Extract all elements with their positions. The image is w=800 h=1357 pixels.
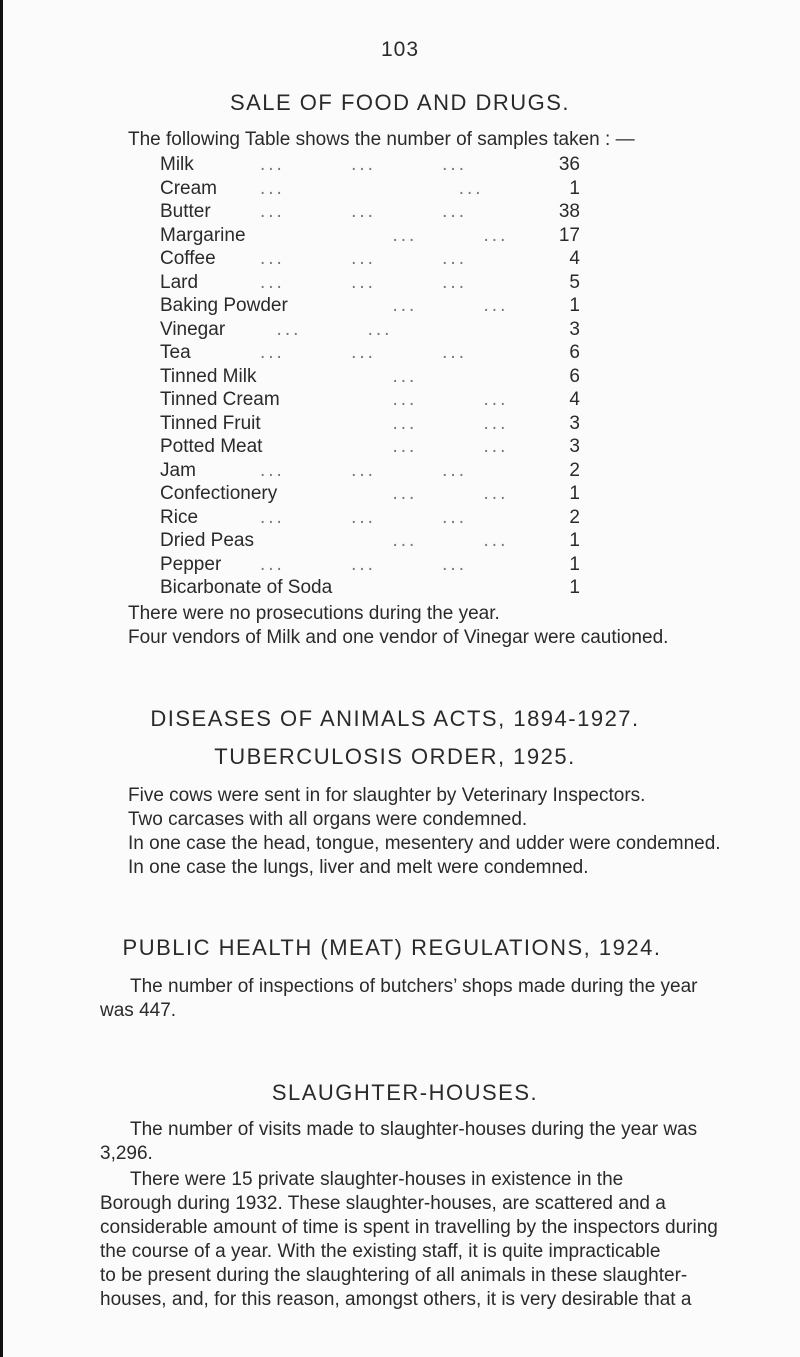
sample-item: Tea	[160, 342, 191, 363]
sample-item: Bicarbonate of Soda	[160, 577, 333, 598]
leader-dots: ... ...	[260, 530, 509, 551]
table-row	[160, 178, 580, 202]
leader-dots: ... ...	[260, 318, 393, 340]
slaughter-paragraph-line: considerable amount of time is spent in travelling by the inspectors during	[100, 1217, 718, 1238]
slaughter-paragraph-line: the course of a year. With the existing staff, it is quite impracticable	[100, 1241, 661, 1262]
slaughter-visits-line-1: The number of visits made to slaughter-houses during the year was	[130, 1119, 698, 1140]
sample-count: 5	[569, 271, 580, 293]
table-row	[160, 577, 580, 601]
leader-dots: ... ... ...	[260, 553, 467, 575]
sample-item: Rice	[160, 506, 199, 528]
leader-dots: ... ...	[260, 177, 484, 199]
sample-item: Margarine	[160, 224, 246, 246]
slaughter-paragraph-line: houses, and, for this reason, amongst others, it is very desirable that a	[100, 1289, 692, 1310]
leader-dots: ... ... ...	[260, 506, 467, 528]
leader-dots: ... ... ...	[260, 342, 467, 363]
sample-item: Coffee	[160, 248, 216, 269]
meat-line-1: The number of inspections of butchers’ shops made during the year	[130, 976, 698, 997]
page-number: 103	[380, 38, 420, 61]
tuberculosis-subheading: TUBERCULOSIS ORDER, 1925.	[214, 744, 576, 769]
leader-dots: ... ... ...	[260, 154, 467, 175]
sale-of-food-heading: SALE OF FOOD AND DRUGS.	[229, 90, 571, 115]
sample-count: 1	[569, 483, 580, 504]
sample-count: 4	[569, 389, 580, 410]
meat-line-2: was 447.	[100, 1000, 177, 1021]
sample-count: 1	[569, 530, 580, 551]
leader-dots: ... ... ...	[260, 201, 467, 222]
diseases-line: Two carcases with all organs were condemned.	[128, 809, 528, 830]
slaughter-paragraph-line: to be present during the slaughtering of all animals in these slaughter-	[100, 1265, 688, 1286]
sample-count: 17	[558, 224, 580, 246]
sample-count: 38	[558, 201, 580, 222]
sample-count: 2	[569, 459, 580, 481]
table-row	[160, 342, 580, 366]
table-row	[160, 436, 580, 460]
sample-item: Tinned Cream	[160, 389, 280, 410]
sample-item: Butter	[160, 201, 211, 222]
table-row	[160, 248, 580, 272]
table-row	[160, 460, 580, 484]
slaughter-houses-heading: SLAUGHTER-HOUSES.	[271, 1080, 539, 1105]
table-row	[160, 295, 580, 319]
sample-item: Confectionery	[160, 483, 278, 504]
sample-count: 1	[569, 577, 580, 598]
diseases-line: In one case the lungs, liver and melt were condemned.	[128, 857, 589, 878]
sample-item: Jam	[160, 459, 196, 481]
diseases-heading: DISEASES OF ANIMALS ACTS, 1894-1927.	[150, 706, 640, 731]
leader-dots: ... ...	[260, 483, 509, 504]
sample-count: 6	[569, 342, 580, 363]
sample-count: 6	[569, 365, 580, 387]
table-row	[160, 366, 580, 390]
sample-item: Lard	[160, 271, 199, 293]
sample-item: Vinegar	[160, 318, 226, 340]
sample-item: Potted Meat	[160, 436, 263, 457]
sample-item: Dried Peas	[160, 530, 254, 551]
sample-count: 36	[558, 154, 580, 175]
sample-count: 2	[569, 506, 580, 528]
sample-item: Pepper	[160, 553, 222, 575]
leader-dots: ... ...	[260, 295, 509, 316]
sample-count: 3	[569, 436, 580, 457]
sample-count: 3	[569, 318, 580, 340]
meat-regulations-heading: PUBLIC HEALTH (MEAT) REGULATIONS, 1924.	[122, 935, 662, 960]
sample-count: 3	[569, 412, 580, 434]
sample-item: Tinned Milk	[160, 365, 257, 387]
leader-dots: ... ...	[260, 412, 509, 434]
table-row	[160, 530, 580, 554]
samples-intro: The following Table shows the number of samples taken : —	[128, 129, 635, 150]
cautions-note: Four vendors of Milk and one vendor of Vinegar were cautioned.	[128, 627, 669, 648]
diseases-line: In one case the head, tongue, mesentery and udder were condemned.	[128, 833, 721, 854]
table-row	[160, 154, 580, 178]
table-row	[160, 554, 580, 578]
table-row	[160, 225, 580, 249]
table-row	[160, 413, 580, 437]
prosecutions-note: There were no prosecutions during the year.	[128, 603, 500, 624]
sample-count: 1	[569, 177, 580, 199]
sample-item: Tinned Fruit	[160, 412, 261, 434]
leader-dots: ... ... ...	[260, 459, 467, 481]
table-row	[160, 272, 580, 296]
leader-dots: ... ...	[260, 436, 509, 457]
sample-count: 4	[569, 248, 580, 269]
page-edge	[0, 0, 3, 1357]
slaughter-visits-line-2: 3,296.	[100, 1143, 153, 1164]
table-row	[160, 483, 580, 507]
sample-item: Baking Powder	[160, 295, 288, 316]
leader-dots: ... ...	[260, 389, 509, 410]
sample-item: Milk	[160, 154, 194, 175]
table-row	[160, 201, 580, 225]
leader-dots: ... ... ...	[260, 248, 467, 269]
table-row	[160, 319, 580, 343]
table-row	[160, 389, 580, 413]
sample-count: 1	[569, 553, 580, 575]
diseases-line: Five cows were sent in for slaughter by Veterinary Inspectors.	[128, 785, 646, 806]
leader-dots: ... ...	[260, 224, 509, 246]
leader-dots: ... ... ...	[260, 271, 467, 293]
leader-dots: ...	[260, 365, 418, 387]
samples-table	[160, 154, 580, 601]
table-row	[160, 507, 580, 531]
slaughter-paragraph-line: There were 15 private slaughter-houses in existence in the	[130, 1169, 624, 1190]
sample-count: 1	[569, 295, 580, 316]
sample-item: Cream	[160, 177, 218, 199]
slaughter-paragraph-line: Borough during 1932. These slaughter-houses, are scattered and a	[100, 1193, 666, 1214]
